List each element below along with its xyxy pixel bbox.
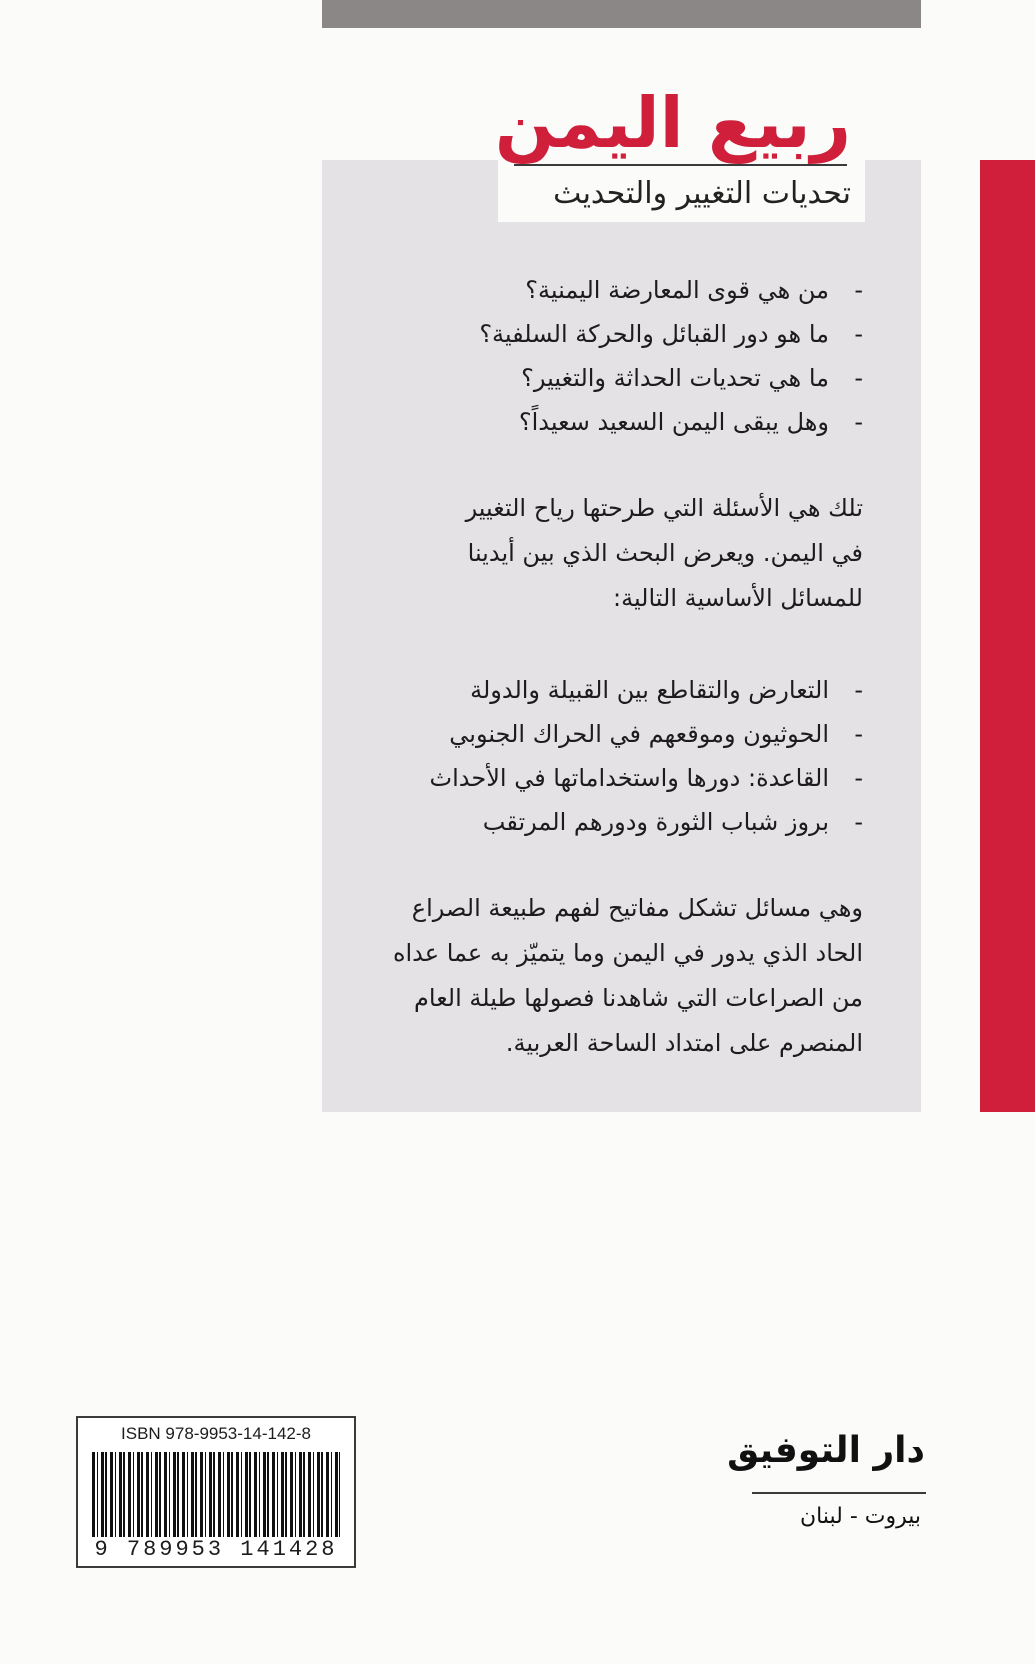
question-item: - ما هي تحديات الحداثة والتغيير؟ (479, 356, 863, 400)
issue-item: - بروز شباب الثورة ودورهم المرتقب (430, 800, 863, 844)
issues-list (430, 668, 863, 844)
intro-paragraph: تلك هي الأسئلة التي طرحتها رياح التغيير في اليمن. ويعرض البحث الذي بين أيدينا للمسائل الأساسية التالية: (465, 494, 863, 612)
publisher-name: دار التوفيق (727, 1430, 925, 1471)
top-gray-bar (322, 0, 921, 28)
question-item: - ما هو دور القبائل والحركة السلفية؟ (479, 312, 863, 356)
book-subtitle: تحديات التغيير والتحديث (553, 176, 851, 211)
issue-item: - القاعدة: دورها واستخداماتها في الأحداث (430, 756, 863, 800)
red-side-band (980, 160, 1035, 1112)
barcode-bars (92, 1452, 340, 1542)
book-title: ربيع اليمن (494, 82, 851, 164)
question-item: - من هي قوى المعارضة اليمنية؟ (479, 268, 863, 312)
isbn-number: ISBN 978-9953-14-142-8 (121, 1424, 311, 1443)
issue-item: - الحوثيون وموقعهم في الحراك الجنوبي (430, 712, 863, 756)
barcode-digits: 9 789953 141428 (78, 1537, 354, 1562)
question-list (479, 268, 863, 444)
question-item: - وهل يبقى اليمن السعيد سعيداً؟ (479, 400, 863, 444)
title-divider (514, 164, 847, 166)
isbn-barcode (76, 1416, 356, 1568)
publisher-divider (752, 1492, 926, 1494)
issue-item: - التعارض والتقاطع بين القبيلة والدولة (430, 668, 863, 712)
closing-paragraph: وهي مسائل تشكل مفاتيح لفهم طبيعة الصراع الحاد الذي يدور في اليمن وما يتميّز به عما عداه من الصراعات التي شاهدنا فصولها طيلة العام المنصرم على امتداد الساحة العربية. (392, 894, 863, 1057)
publisher-location: بيروت - لبنان (800, 1504, 921, 1529)
